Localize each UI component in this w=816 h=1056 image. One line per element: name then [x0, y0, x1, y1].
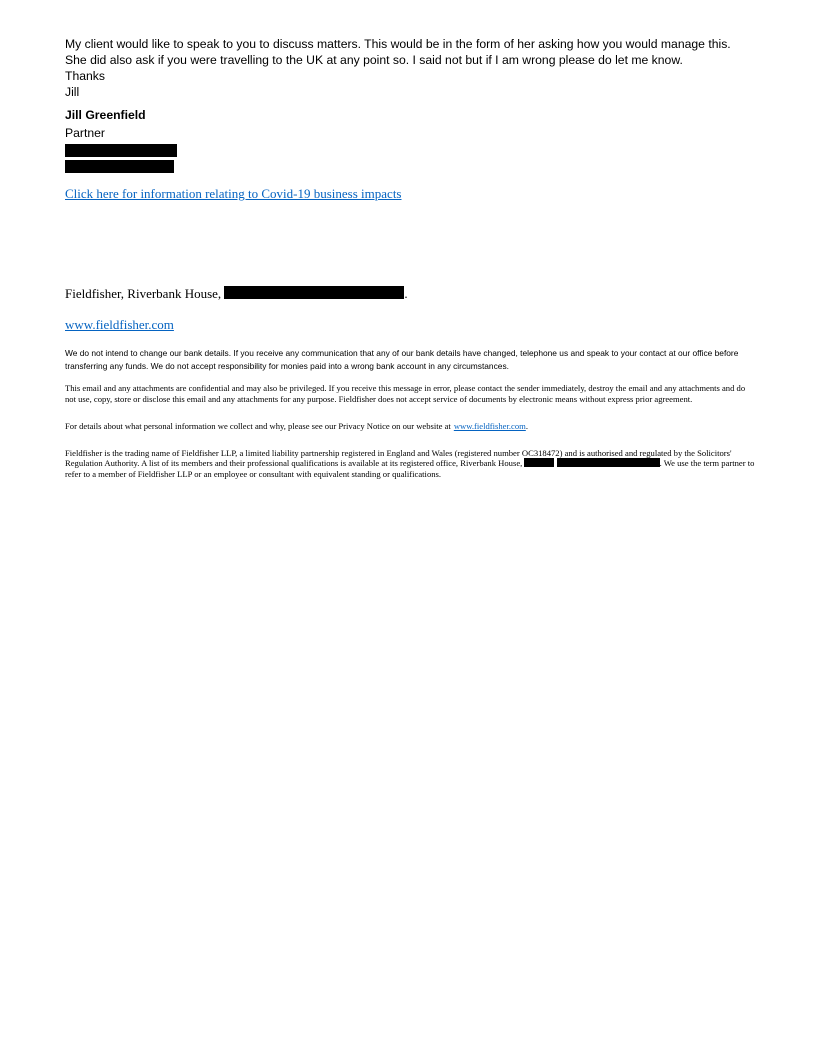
- website-link[interactable]: www.fieldfisher.com: [65, 317, 174, 332]
- covid-info-link[interactable]: Click here for information relating to Covid-19 business impacts: [65, 186, 402, 201]
- privacy-suffix: .: [525, 421, 528, 431]
- sign-off-thanks: Thanks: [65, 69, 105, 83]
- trading-name-notice: [65, 448, 755, 480]
- email-body-line: My client would like to speak to you to discuss matters. This would be in the form of her asking how you would manage this.: [65, 37, 731, 51]
- redacted-block: [524, 458, 554, 467]
- office-address: [65, 286, 755, 302]
- email-document: [65, 36, 755, 479]
- redacted-block: [65, 144, 177, 157]
- email-body-line: She did also ask if you were travelling to the UK at any point so. I said not but if I am wrong please do let me know.: [65, 53, 683, 67]
- address-suffix: .: [404, 286, 408, 301]
- signature-name: Jill Greenfield: [65, 108, 146, 122]
- redacted-block: [224, 286, 404, 299]
- email-body: [65, 36, 755, 100]
- privacy-notice: [65, 421, 755, 432]
- bank-details-notice: We do not intend to change our bank details. If you receive any communication that any of our bank details have changed, telephone us and speak to your contact at our office before transferring any funds. We do not accept responsibility for monies paid into a wrong bank account in any circumstances.: [65, 348, 739, 371]
- trading-text-end: . We use the term partner to refer to a member of Fieldfisher LLP or an employee or consultant with equivalent standing or qualifications.: [65, 458, 755, 479]
- trading-text: Fieldfisher is the trading name of Fieldfisher LLP, a limited liability partnership registered in England and Wales (registered number OC318472) and is authorised and regulated by the Solicitors' Regulation Authority. A list of its members and their professional qualifications is available at its registered office, Riverbank House,: [65, 447, 732, 468]
- redacted-block: [65, 160, 174, 173]
- address-prefix: Fieldfisher, Riverbank House,: [65, 286, 222, 301]
- signature-title: Partner: [65, 126, 105, 140]
- redacted-block: [557, 458, 660, 467]
- privacy-text: For details about what personal information we collect and why, please see our Privacy Notice on our website at: [65, 421, 451, 431]
- confidentiality-notice: This email and any attachments are confidential and may also be privileged. If you receive this message in error, please contact the sender immediately, destroy the email and any attachments and do not use, copy, store or disclose this email and any attachments for any purpose. Fieldfisher does not accept service of documents by electronic means without express prior agreement.: [65, 383, 746, 404]
- privacy-website-link[interactable]: www.fieldfisher.com: [453, 421, 526, 431]
- sign-off-name: Jill: [65, 85, 80, 99]
